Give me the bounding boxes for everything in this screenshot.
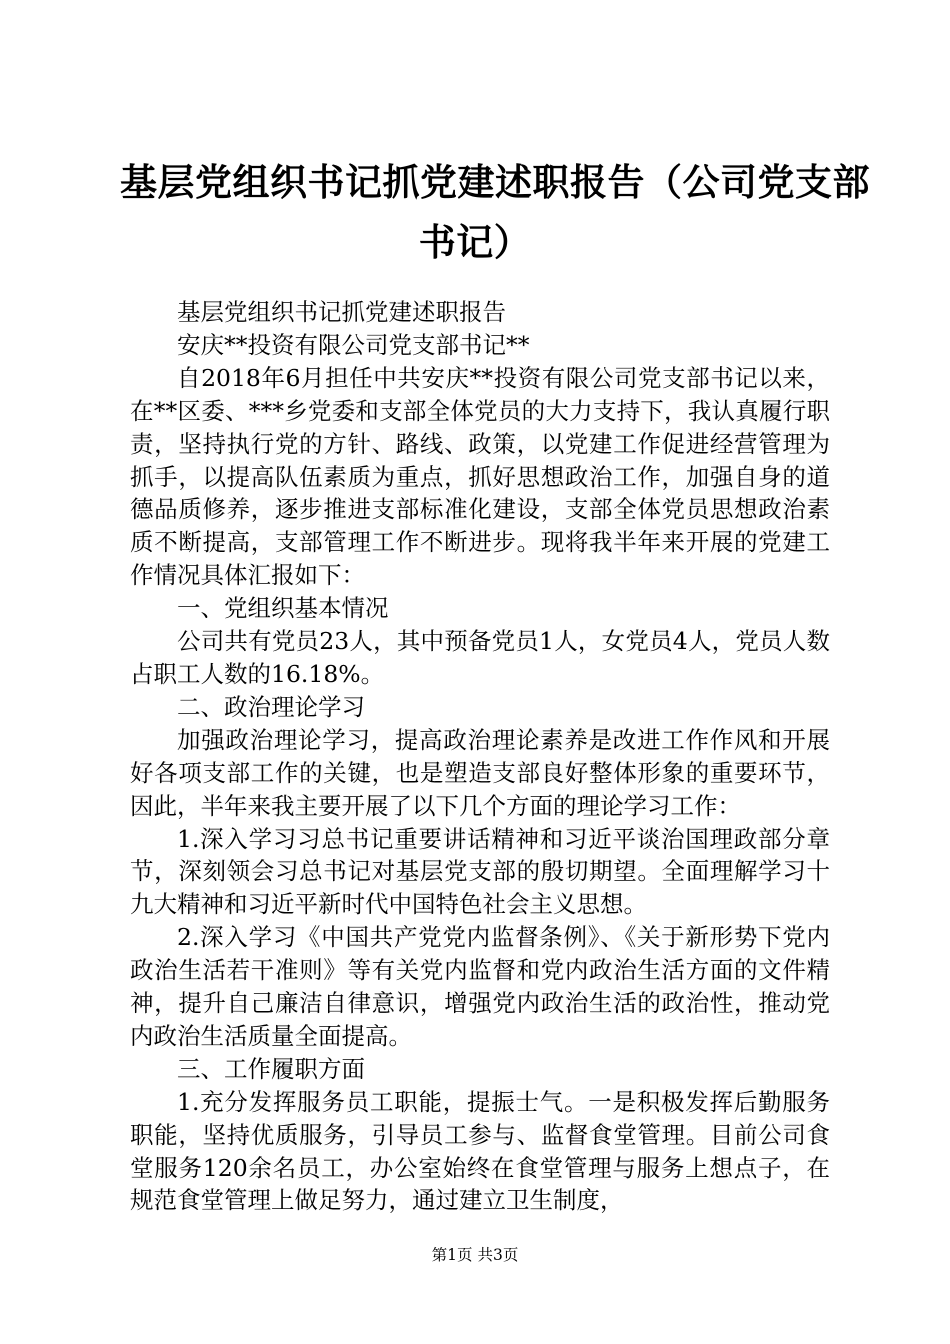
section-heading-3: 三、工作履职方面 xyxy=(177,1054,365,1083)
page-number-footer: 第1页 共3页 xyxy=(431,1246,519,1264)
section-heading-2: 二、政治理论学习 xyxy=(177,692,365,721)
section-heading-1: 一、党组织基本情况 xyxy=(177,594,389,623)
section-1-paragraph: 公司共有党员23人，其中预备党员1人，女党员4人，党员人数占职工人数的16.18%。 xyxy=(130,627,830,688)
report-author: 安庆**投资有限公司党支部书记** xyxy=(177,330,530,359)
section-2-paragraph: 加强政治理论学习，提高政治理论素养是改进工作作风和开展好各项支部工作的关键，也是塑造支部良好整体形象的重要环节，因此，半年来我主要开展了以下几个方面的理论学习工作： xyxy=(130,725,830,820)
document-title-line-1: 基层党组织书记抓党建述职报告（公司党支部 xyxy=(120,160,870,204)
section-2-item-2: 2.深入学习《中国共产党党内监督条例》、《关于新形势下党内政治生活若干准则》等有关党内监督和党内政治生活方面的文件精神，提升自己廉洁自律意识，增强党内政治生活的政治性，推动党内政治生活质量全面提高。 xyxy=(130,923,830,1050)
document-body xyxy=(130,296,830,1217)
section-3-item-1: 1.充分发挥服务员工职能，提振士气。一是积极发挥后勤服务职能，坚持优质服务，引导员工参与、监督食堂管理。目前公司食堂服务120余名员工，办公室始终在食堂管理与服务上想点子，在规范食堂管理上做足努力，通过建立卫生制度， xyxy=(130,1087,830,1215)
intro-paragraph: 自2018年6月担任中共安庆**投资有限公司党支部书记以来，在**区委、***乡党委和支部全体党员的大力支持下，我认真履行职责，坚持执行党的方针、路线、政策，以党建工作促进经营管理为抓手，以提高队伍素质为重点，抓好思想政治工作，加强自身的道德品质修养，逐步推进支部标准化建设，支部全体党员思想政治素质不断提高，支部管理工作不断进步。现将我半年来开展的党建工作情况具体汇报如下： xyxy=(130,363,830,590)
document-title-line-2: 书记） xyxy=(418,220,532,264)
report-subtitle: 基层党组织书记抓党建述职报告 xyxy=(177,298,506,326)
section-2-item-1: 1.深入学习习总书记重要讲话精神和习近平谈治国理政部分章节，深刻领会习总书记对基层党支部的殷切期望。全面理解学习十九大精神和习近平新时代中国特色社会主义思想。 xyxy=(130,824,830,919)
